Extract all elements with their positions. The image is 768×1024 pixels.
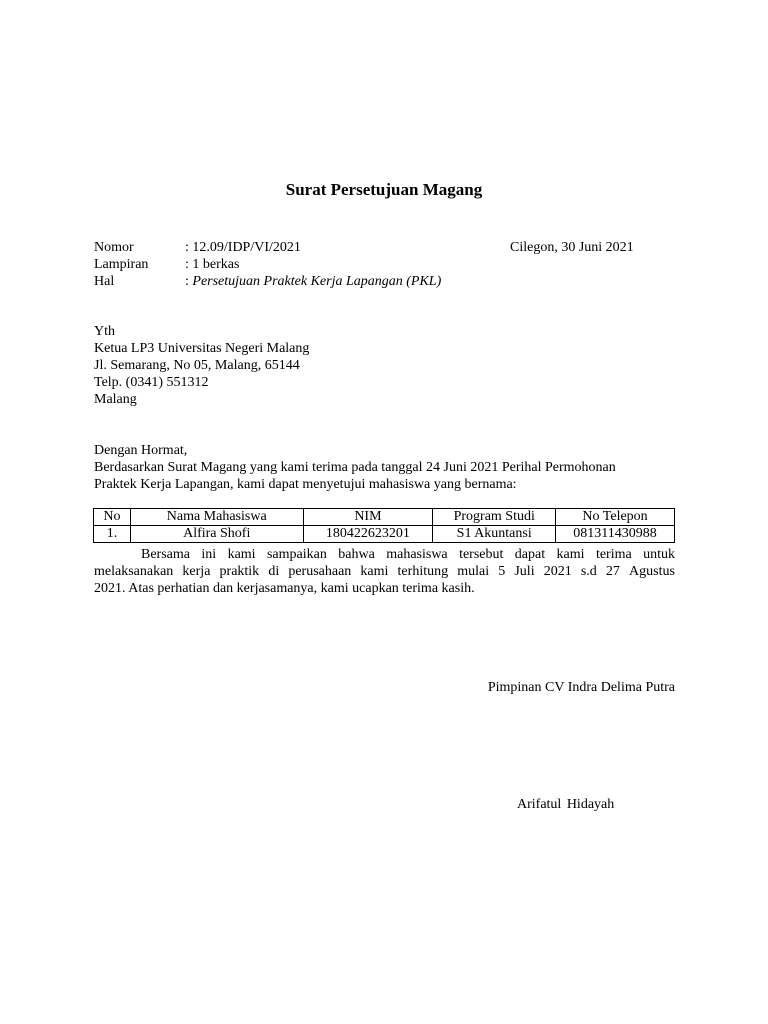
closing-line-2: [94, 563, 675, 580]
closing-word: Bersama: [141, 547, 190, 562]
cell-program-studi: S1 Akuntansi: [433, 526, 556, 543]
body-line-1: Berdasarkan Surat Magang yang kami terima pada tanggal 24 Juni 2021 Perihal Permohonan: [94, 460, 616, 475]
closing-word: sampaikan: [266, 547, 327, 562]
closing-word: untuk: [643, 547, 675, 562]
closing-line-3: 2021. Atas perhatian dan kerjasamanya, kami ucapkan terima kasih.: [94, 581, 475, 596]
closing-word: bahwa: [338, 547, 375, 562]
closing-word: mulai: [457, 564, 490, 579]
student-table: [93, 508, 675, 543]
closing-paragraph: [94, 546, 675, 597]
letter-header-info: [94, 239, 654, 290]
cell-nim: 180422623201: [303, 526, 433, 543]
closing-word: perusahaan: [288, 564, 352, 579]
closing-word: terima: [595, 547, 632, 562]
recipient-line-street: Jl. Semarang, No 05, Malang, 65144: [94, 358, 300, 373]
lampiran-label: Lampiran: [94, 257, 149, 272]
nomor-value: : 12.09/IDP/VI/2021: [185, 240, 301, 255]
closing-word: 5: [498, 564, 506, 579]
recipient-line-name: Ketua LP3 Universitas Negeri Malang: [94, 341, 310, 356]
closing-word: melaksanakan: [94, 564, 174, 579]
closing-word: terhitung: [397, 564, 449, 579]
hal-row: [94, 273, 654, 290]
lampiran-value: : 1 berkas: [185, 257, 240, 272]
closing-word: praktik: [219, 564, 260, 579]
table-row: [94, 526, 675, 543]
letter-title: Surat Persetujuan Magang: [285, 180, 483, 199]
closing-word: kami: [556, 547, 585, 562]
greeting: Dengan Hormat,: [94, 443, 188, 458]
closing-word: dapat: [514, 547, 546, 562]
hal-colon: :: [185, 274, 189, 289]
closing-word: Agustus: [629, 564, 675, 579]
closing-word: s.d: [580, 564, 597, 579]
lampiran-row: [94, 256, 654, 273]
table-header-row: [94, 509, 675, 526]
closing-word: di: [268, 564, 280, 579]
recipient-line-city: Malang: [94, 392, 137, 407]
cell-nama: Alfira Shofi: [130, 526, 303, 543]
cell-no: 1.: [94, 526, 131, 543]
header-nama: Nama Mahasiswa: [130, 509, 303, 526]
recipient-address: [94, 323, 654, 408]
signature-name: Arifatul Hidayah: [517, 797, 615, 812]
place-date: Cilegon, 30 Juni 2021: [510, 240, 634, 255]
closing-word: kerja: [182, 564, 211, 579]
header-program-studi: Program Studi: [433, 509, 556, 526]
hal-value-wrap: [185, 273, 441, 290]
recipient-line-phone: Telp. (0341) 551312: [94, 375, 209, 390]
hal-label: Hal: [94, 274, 115, 289]
closing-word: Juli: [514, 564, 535, 579]
body-line-2: Praktek Kerja Lapangan, kami dapat menyetujui mahasiswa yang bernama:: [94, 477, 517, 492]
header-no: No: [94, 509, 131, 526]
recipient-line-yth: Yth: [94, 324, 115, 339]
closing-word: kami: [360, 564, 389, 579]
closing-line-1: [94, 546, 675, 563]
hal-value: Persetujuan Praktek Kerja Lapangan (PKL): [192, 274, 442, 289]
nomor-row: [94, 239, 654, 256]
cell-no-telepon: 081311430988: [556, 526, 675, 543]
closing-word: ini: [201, 547, 217, 562]
closing-word: kami: [227, 547, 256, 562]
opening-paragraph: [94, 442, 675, 493]
closing-word: tersebut: [459, 547, 504, 562]
nomor-label: Nomor: [94, 240, 134, 255]
header-nim: NIM: [303, 509, 433, 526]
closing-word: mahasiswa: [386, 547, 448, 562]
header-no-telepon: No Telepon: [556, 509, 675, 526]
signature-organization: Pimpinan CV Indra Delima Putra: [487, 680, 675, 695]
closing-word: 27: [605, 564, 620, 579]
closing-word: 2021: [543, 564, 572, 579]
